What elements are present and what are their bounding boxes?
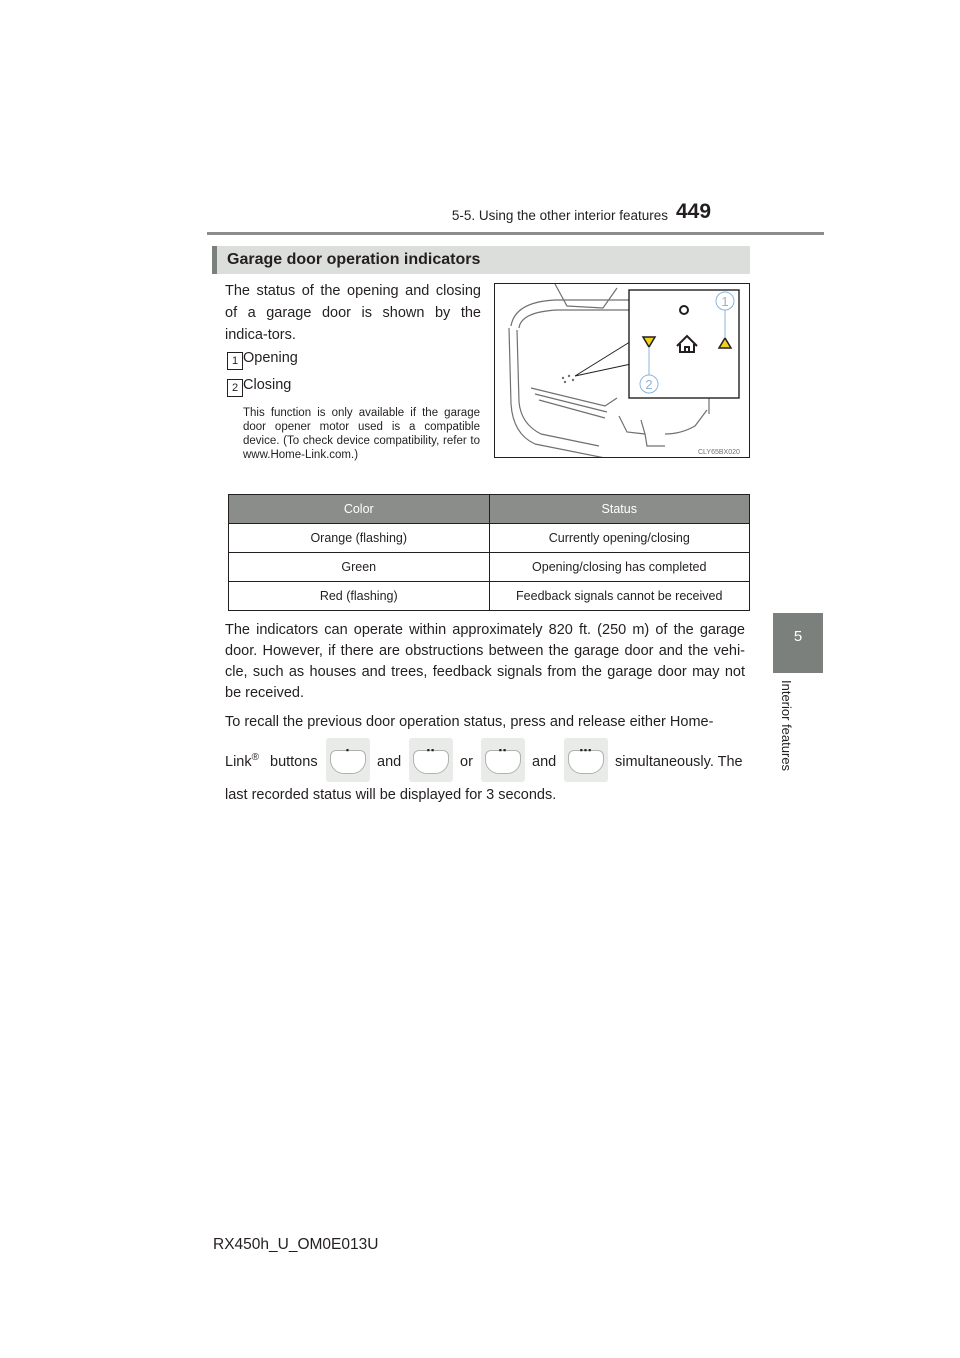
callout-2-label: 2: [645, 377, 653, 392]
table-header-color: Color: [229, 495, 490, 524]
model-code-footer: RX450h_U_OM0E013U: [213, 1236, 379, 1253]
item-label-opening: Opening: [243, 350, 298, 366]
table-cell-status: Currently opening/closing: [489, 524, 750, 553]
table-row: [229, 524, 750, 553]
running-header-title: 5-5. Using the other interior features: [451, 208, 668, 223]
and-word-2: and: [532, 754, 557, 770]
recall-link-word: [225, 752, 259, 770]
homelink-button-2-icon: [409, 738, 453, 782]
buttons-word: buttons: [270, 754, 318, 770]
homelink-button-2-dots: ▪▪: [426, 745, 436, 755]
callout-1-label: 1: [721, 294, 729, 309]
compatibility-note: This function is only available if the garage door opener motor used is a compatible device. (To check device compatibility, refer to www.Home-Link.com.): [243, 407, 480, 461]
registered-mark: ®: [251, 752, 259, 763]
indicator-status-table: [228, 494, 750, 611]
table-cell-status: Feedback signals cannot be received: [489, 582, 750, 611]
section-heading: [212, 246, 750, 274]
chapter-tab-number: 5: [793, 628, 803, 645]
illustration-code: CLY65BX020: [698, 449, 740, 456]
homelink-button-1-dots: ▪: [345, 745, 351, 755]
item-label-closing: Closing: [243, 377, 292, 393]
and-word-1: and: [377, 754, 402, 770]
table-cell-status: Opening/closing has completed: [489, 553, 750, 582]
header-rule: [207, 232, 824, 235]
table-cell-color: Orange (flashing): [229, 524, 490, 553]
homelink-button-3-icon: [564, 738, 608, 782]
homelink-button-3-dots: ▪▪▪: [579, 745, 593, 755]
section-heading-text: Garage door operation indicators: [227, 251, 481, 268]
homelink-button-2b-dots: ▪▪: [498, 745, 508, 755]
item-badge-1: 1: [227, 352, 243, 370]
table-cell-color: Green: [229, 553, 490, 582]
table-row: [229, 582, 750, 611]
table-row: [229, 553, 750, 582]
homelink-word: Link: [225, 753, 252, 770]
range-paragraph: The indicators can operate within approximately 820 ft. (250 m) of the garage door. However, if there are obstructions between the garage door and the vehi-cle, such as houses and trees, feedback signals from the garage door may not be received.: [225, 622, 745, 701]
chapter-tab-label-text: Interior features: [779, 680, 794, 772]
intro-paragraph: The status of the opening and closing of a garage door is shown by the indica-tors.: [225, 283, 481, 343]
mirror-indicator-illustration: [494, 283, 750, 458]
table-header-status: Status: [489, 495, 750, 524]
table-header-row: [229, 495, 750, 524]
item-badge-2: 2: [227, 379, 243, 397]
simultaneously-text: simultaneously. The: [615, 754, 743, 770]
page-number: 449: [676, 200, 712, 223]
rearview-mirror-drawing: [495, 284, 750, 458]
recall-paragraph-line1: To recall the previous door operation status, press and release either Home-: [225, 714, 714, 730]
homelink-button-2b-icon: [481, 738, 525, 782]
recall-paragraph-end: last recorded status will be displayed for 3 seconds.: [225, 787, 557, 803]
chapter-tab-label: [780, 680, 800, 780]
homelink-button-1-icon: [326, 738, 370, 782]
or-word: or: [460, 754, 473, 770]
table-cell-color: Red (flashing): [229, 582, 490, 611]
